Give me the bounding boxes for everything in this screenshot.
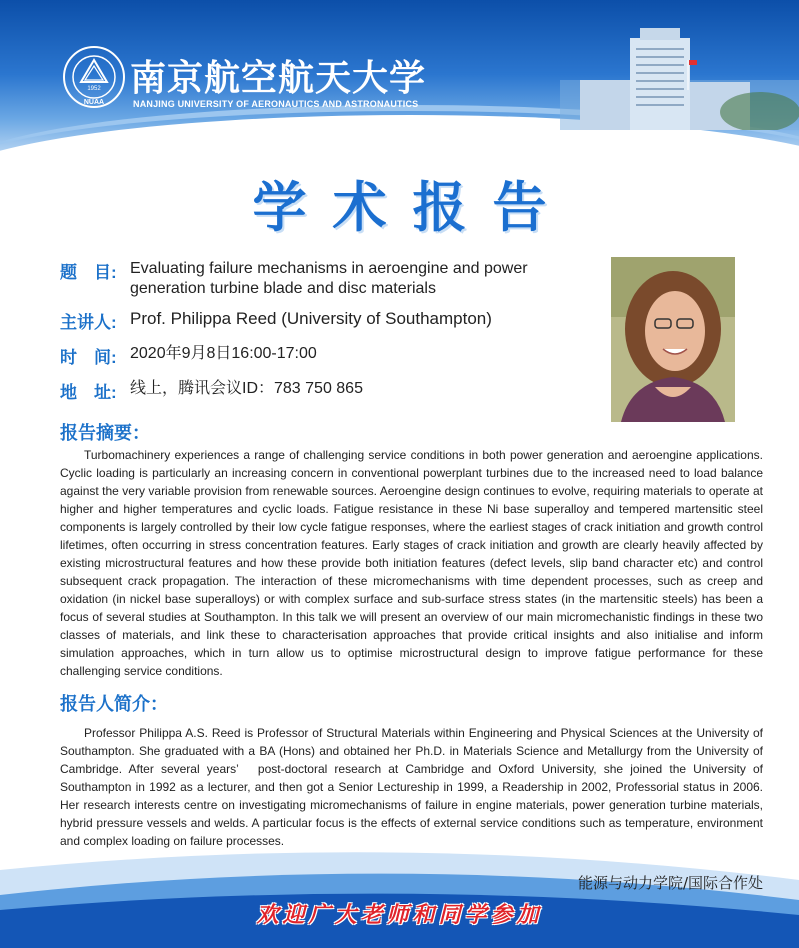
time-label: 时 间: [60,348,117,367]
page-title: 学术报告 [252,176,573,239]
place-value: 线上，腾讯会议ID：783 750 865 [130,380,363,397]
abstract-heading: 报告摘要： [60,423,150,443]
topic-label: 题 目: [60,263,117,282]
speaker-photo [611,257,735,422]
topic-value [130,259,528,299]
bio-text: Professor Philippa A.S. Reed is Professor of Structural Materials within Engineering and Physical Sciences at the University of Southampton. She graduated with a BA (Hons) and obtained her Ph.D. in Materials Science and Metallurgy from the University of Cambridge. After several years’ post-doctoral research at Cambridge and Oxford University, she joined the University of Southampton in 1992 as a lecturer, and then got a Senior Lectureship in 1999, a Readership in 2002, Professorial status in 2006. Her research interests centre on investigating micromechanisms of failure in engine materials, power generation turbine materials, hybrid pressure vessels and welds. A particular focus is the effects of external service conditions such as temperature, environment and complex loading on failure processes. [60,726,763,848]
university-name-en: NANJING UNIVERSITY OF AERONAUTICS AND ASTRONAUTICS [133,99,419,109]
bio-heading: 报告人简介： [60,694,168,714]
topic-line-2: generation turbine blade and disc materials [130,280,436,297]
abstract-text: Turbomachinery experiences a range of challenging service conditions in both power generation and aeroengine applications. Cyclic loading is particularly an increasing concern in conventional powerplant turbines due to the increased need to load balance against the very variable provision from renewable sources. Aeroengine design continues to evolve, requiring materials to operate at higher and higher temperatures and cyclic loads. Fatigue resistance in these Ni base superalloy and tempered martensitic steel components is largely controlled by their low cycle fatigue responses, where the earliest stages of crack initiation and growth control lifetimes, often occurring in stress concentration features. Early stages of crack initiation and growth are clearly heavily affected by existing microstructural features and how these provide both initiation features (defect levels, slip band character etc) and control subsequent crack propagation. The interaction of these micromechanisms with time dependent processes, such as creep and oxidation (in nickel base superalloys) or with complex surface and sub-surface stress states (in the martensitic steels) has been a focus of several studies at Southampton. In this talk we will present an overview of our main micromechanistic findings in these two classes of materials, and link these to characterisation approaches that provide critical insights and also initialise and inform simulation approaches, which in turn allow us to optimise microstructural design to improve fatigue performance for these challenging service conditions. [60,448,763,678]
topic-line-1: Evaluating failure mechanisms in aeroengine and power [130,260,528,277]
logo-abbr: NUAA [83,99,105,106]
campus-building-image [560,20,799,130]
welcome-slogan: 欢迎广大老师和同学参加 [256,902,543,928]
time-value: 2020年9月8日16:00-17:00 [130,345,317,362]
logo-year: 1952 [87,86,101,92]
speaker-portrait [611,257,735,422]
speaker-label: 主讲人: [60,313,117,332]
department-name: 能源与动力学院/国际合作处 [577,874,763,892]
footer-wave [0,840,799,948]
place-label: 地 址: [60,383,117,402]
university-logo [63,46,125,108]
speaker-value: Prof. Philippa Reed (University of Southampton) [130,309,492,328]
header-banner [0,0,799,165]
university-name-cn: 南京航空航天大学 [130,57,427,99]
